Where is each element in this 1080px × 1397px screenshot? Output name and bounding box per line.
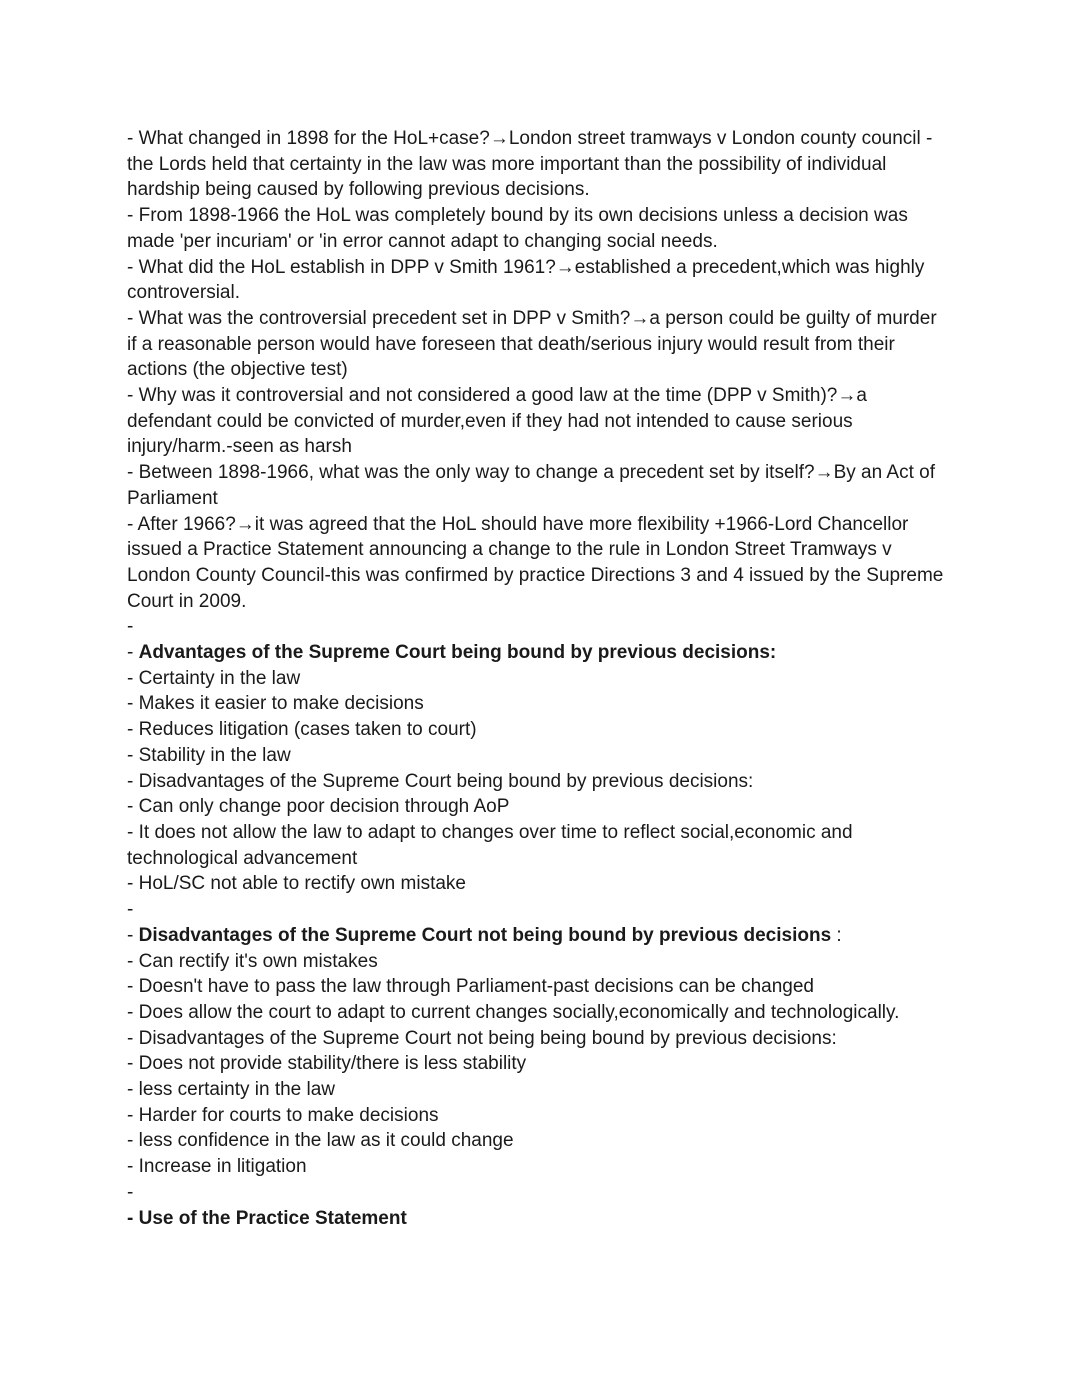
advantages-bound-heading-line [127, 640, 947, 666]
paragraph-dpp-precedent: - What was the controversial precedent set in DPP v Smith?→a person could be guilty of murder if a reasonable person would have foreseen that death/serious injury would result from their actions (the objective test) [127, 307, 937, 381]
list-item: - Does allow the court to adapt to current changes socially,economically and technologically. [127, 1001, 900, 1023]
list-item: - Disadvantages of the Supreme Court being bound by previous decisions: [127, 770, 754, 792]
document-body [127, 126, 947, 1231]
paragraph-bound-1898-1966: - From 1898-1966 the HoL was completely bound by its own decisions unless a decision was made 'per incuriam' or 'in error cannot adapt to changing social needs. [127, 205, 908, 252]
advantages-bound-heading: Advantages of the Supreme Court being bound by previous decisions: [138, 642, 777, 664]
list-item: - Makes it easier to make decisions [127, 693, 424, 715]
heading-suffix: : [831, 924, 842, 946]
list-item: - Reduces litigation (cases taken to court) [127, 719, 477, 741]
list-item: - Doesn't have to pass the law through Parliament-past decisions can be changed [127, 976, 814, 998]
list-item: - less certainty in the law [127, 1079, 336, 1101]
paragraph-only-way-change: - Between 1898-1966, what was the only way to change a precedent set by itself?→By an Act of Parliament [127, 462, 935, 509]
disadvantages-not-bound-heading-line [127, 923, 947, 949]
practice-statement-heading: - Use of the Practice Statement [127, 1207, 407, 1229]
list-item: - Can rectify it's own mistakes [127, 950, 378, 972]
list-item: - Does not provide stability/there is less stability [127, 1053, 527, 1075]
list-item: - Certainty in the law [127, 667, 301, 689]
list-item: - HoL/SC not able to rectify own mistake [127, 873, 466, 895]
separator-dash: - [127, 1181, 134, 1203]
separator-dash: - [127, 616, 134, 638]
separator-dash: - [127, 899, 134, 921]
list-item: - Disadvantages of the Supreme Court not being being bound by previous decisions: [127, 1027, 837, 1049]
list-item: - Increase in litigation [127, 1156, 307, 1178]
list-item: - Can only change poor decision through AoP [127, 796, 510, 818]
list-item: - It does not allow the law to adapt to changes over time to reflect social,economic and technological advancement [127, 821, 853, 869]
paragraph-dpp-established: - What did the HoL establish in DPP v Smith 1961?→established a precedent,which was highly controversial. [127, 256, 925, 304]
paragraph-dpp-why-controversial: - Why was it controversial and not considered a good law at the time (DPP v Smith)?→a defendant could be convicted of murder,even if they had not intended to cause serious injury/harm.-seen as harsh [127, 385, 867, 458]
heading-prefix: - [127, 642, 139, 664]
heading-prefix: - [127, 924, 139, 946]
list-item: - less confidence in the law as it could change [127, 1130, 514, 1152]
disadvantages-not-bound-heading: Disadvantages of the Supreme Court not being bound by previous decisions [138, 924, 832, 946]
paragraph-after-1966: - After 1966?→it was agreed that the HoL should have more flexibility +1966-Lord Chancellor issued a Practice Statement announcing a change to the rule in London Street Tramways v London County Council-this was confirmed by practice Directions 3 and 4 issued by the Supreme Court in 2009. [127, 513, 944, 612]
list-item: - Stability in the law [127, 744, 291, 766]
paragraph-1898-change: - What changed in 1898 for the HoL+case?→London street tramways v London county council -the Lords held that certainty in the law was more important than the possibility of individual hardship being caused by following previous decisions. [127, 128, 933, 201]
list-item: - Harder for courts to make decisions [127, 1104, 439, 1126]
